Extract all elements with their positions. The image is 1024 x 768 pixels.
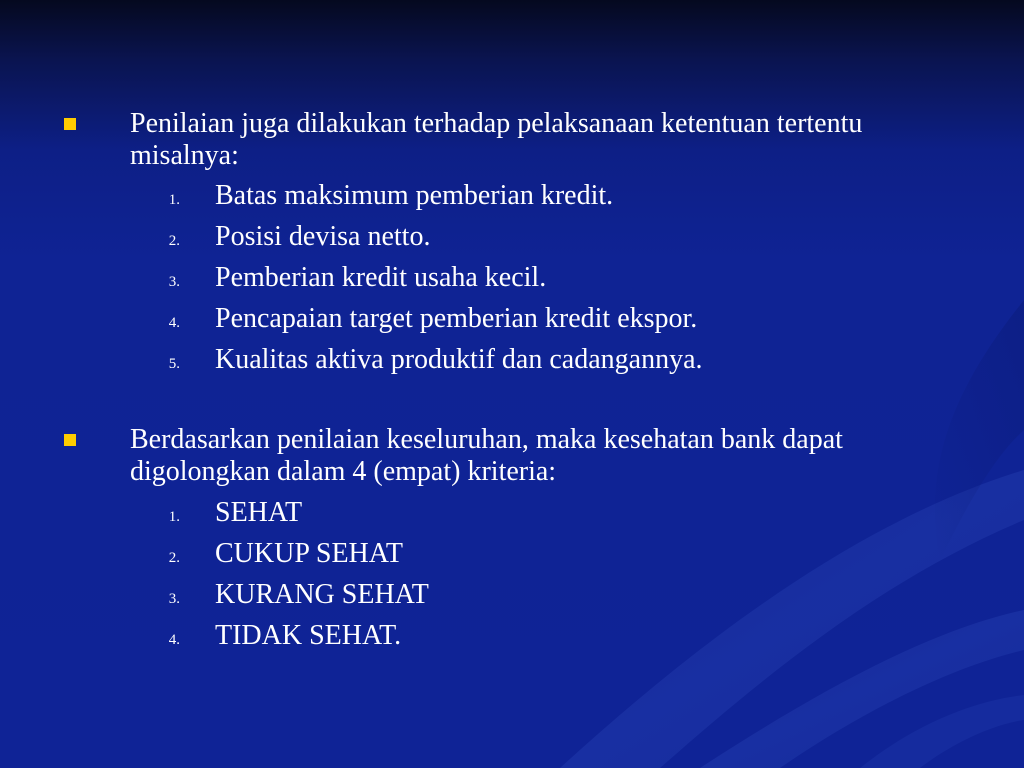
list-item (0, 497, 1024, 537)
list-item-number: 2. (168, 233, 180, 249)
list-item (0, 579, 1024, 619)
list-item-number: 4. (168, 315, 180, 331)
list-item (0, 262, 1024, 302)
list-item (0, 344, 1024, 384)
list-item-number: 5. (168, 356, 180, 372)
list-item-text: Kualitas aktiva produktif dan cadangannya. (215, 344, 703, 375)
bullet-2-text: Berdasarkan penilaian keseluruhan, maka kesehatan bank dapat digolongkan dalam 4 (empat) kriteria: (130, 424, 843, 487)
bullet-1-text: Penilaian juga dilakukan terhadap pelaksanaan ketentuan tertentu misalnya: (130, 108, 863, 171)
list-item-number: 4. (168, 632, 180, 648)
list-item-text: KURANG SEHAT (215, 579, 429, 610)
list-item-text: CUKUP SEHAT (215, 538, 403, 569)
list-item-text: Pencapaian target pemberian kredit ekspor. (215, 303, 698, 334)
list-item-text: Posisi devisa netto. (215, 221, 431, 252)
list-item (0, 620, 1024, 660)
list-item (0, 221, 1024, 261)
list-item (0, 538, 1024, 578)
list-item-number: 3. (168, 591, 180, 607)
list-item-text: SEHAT (215, 497, 303, 528)
list-item-text: Pemberian kredit usaha kecil. (215, 262, 547, 293)
bullet-square-icon (64, 118, 76, 130)
list-item-number: 2. (168, 550, 180, 566)
list-item-number: 3. (168, 274, 180, 290)
list-item-text: TIDAK SEHAT. (215, 620, 402, 651)
bullet-square-icon (64, 434, 76, 446)
list-item-number: 1. (168, 509, 180, 525)
list-item-text: Batas maksimum pemberian kredit. (215, 180, 614, 211)
list-item (0, 303, 1024, 343)
list-item-number: 1. (168, 192, 180, 208)
list-item (0, 180, 1024, 220)
